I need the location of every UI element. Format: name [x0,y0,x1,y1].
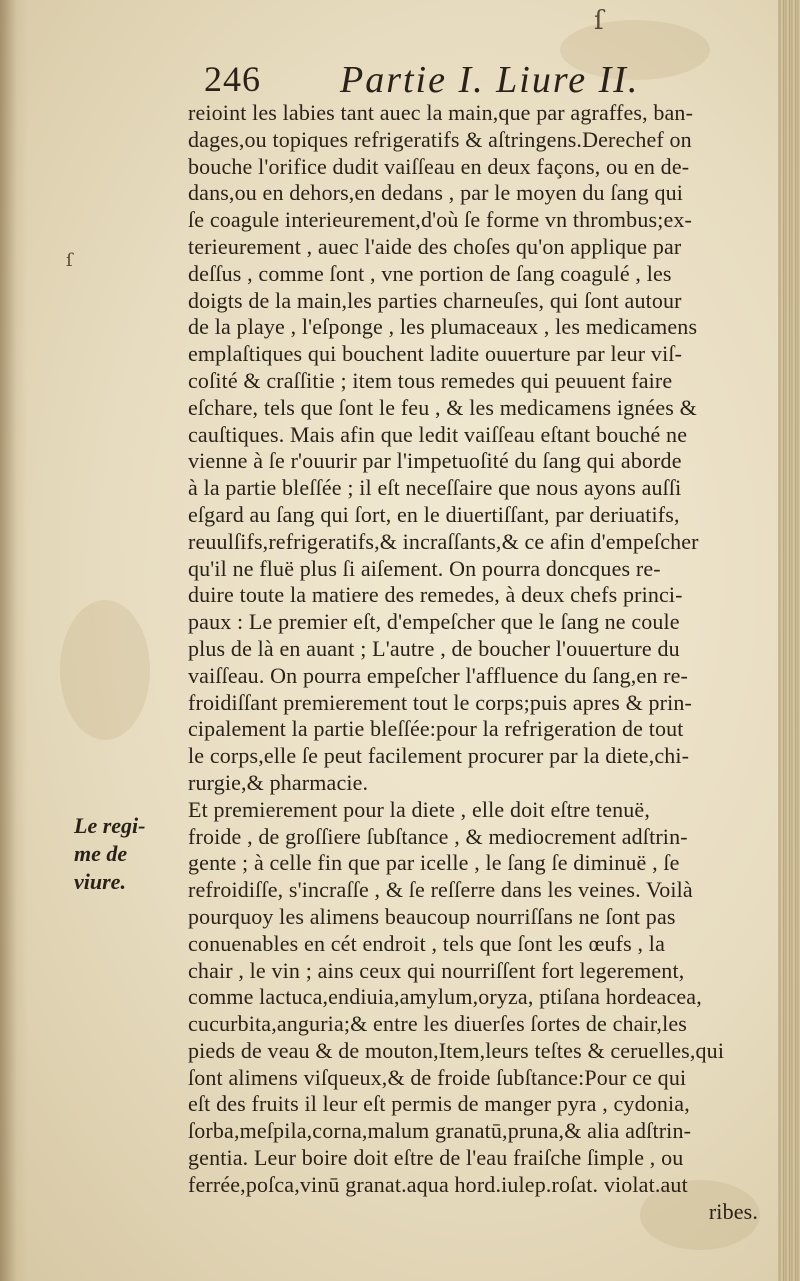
text-line: cucurbita,anguria;& entre les diuerſes ſortes de chair,les [188,1011,687,1037]
text-line: ferrée,poſca,vinū granat.aqua hord.iulep.roſat. violat.aut [188,1171,688,1197]
running-title: Partie I. Liure II. [340,59,640,101]
text-line: vaiſſeau. On pourra empeſcher l'affluence du ſang,en re- [188,662,689,688]
page-header [200,58,760,104]
paper-stain [60,600,150,740]
ink-mark: ſ [594,6,604,36]
text-line: cipalement la partie bleſſée:pour la refrigeration de tout [188,716,684,742]
text-line: reioint les labies tant auec la main,que par agraffes, ban- [188,100,694,125]
text-line: paux : Le premier eſt, d'empeſcher que le ſang ne coule [188,609,680,635]
text-line: chair , le vin ; ains ceux qui nourriſſent fort legerement, [188,957,685,983]
text-line: deſſus , comme ſont , vne portion de ſang coagulé , les [188,260,672,286]
text-line: ſont alimens viſqueux,& de froide ſubſtance:Pour ce qui [188,1064,687,1090]
text-line: reuulſifs,refrigeratifs,& incraſſants,& ce afin d'empeſcher [188,528,699,554]
text-line: à la partie bleſſée ; il eſt neceſſaire que nous ayons auſſi [188,475,682,501]
text-line: coſité & craſſitie ; item tous remedes qui peuuent faire [188,367,673,393]
margin-note [74,812,184,896]
text-line: plus de là en auant ; L'autre , de boucher l'ouuerture du [188,635,680,661]
text-line: cauſtiques. Mais afin que ledit vaiſſeau eſtant bouché ne [188,421,688,447]
text-line: froidiſſant premierement tout le corps;puis apres & prin- [188,689,693,715]
text-line-catchword: ribes. [708,1198,758,1224]
page-number: 246 [204,59,261,99]
text-line: doigts de la main,les parties charneuſes, qui ſont autour [188,287,682,313]
text-line: de la playe , l'eſponge , les plumaceaux , les medicamens [188,314,698,340]
text-line: eſgard au ſang qui ſort, en le diuertiſſant, par deriuatifs, [188,501,680,527]
text-line: emplaſtiques qui bouchent ladite ouuerture par leur viſ- [188,341,683,367]
margin-note-line: me de [74,841,128,866]
text-line: refroidiſſe, s'incraſſe , & ſe reſſerre dans les veines. Voilà [188,877,693,903]
text-line: pieds de veau & de mouton,Item,leurs teſtes & ceruelles,qui [188,1037,725,1063]
text-line: pourquoy les alimens beaucoup nourriſſans ne ſont pas [188,903,676,929]
text-line: dages,ou topiques refrigeratifs & aſtringens.Derechef on [188,126,692,152]
text-line: bouche l'orifice dudit vaiſſeau en deux façons, ou en de- [188,153,690,179]
body-text [188,100,770,1225]
text-line: eſchare, tels que ſont le feu , & les medicamens ignées & [188,394,697,420]
margin-note-line: viure. [74,869,126,894]
text-line: gentia. Leur boire doit eſtre de l'eau fraiſche ſimple , ou [188,1145,684,1171]
text-line: comme lactuca,endiuia,amylum,oryza, ptiſana hordeacea, [188,984,702,1010]
text-line: rurgie,& pharmacie. [188,769,369,795]
text-line: terieurement , auec l'aide des choſes qu'on applique par [188,233,682,259]
text-line: le corps,elle ſe peut facilement procurer par la diete,chi- [188,743,690,769]
text-line: gente ; à celle fin que par icelle , le ſang ſe diminuë , ſe [188,850,680,876]
text-line: eſt des fruits il leur eſt permis de manger pyra , cydonia, [188,1091,690,1117]
text-line: duire toute la matiere des remedes, à deux chefs princi- [188,582,683,608]
text-line: froide , de groſſiere ſubſtance , & mediocrement adſtrin- [188,823,688,849]
text-line: ſorba,meſpila,corna,malum granatū,pruna,& alia adſtrin- [188,1118,692,1144]
text-line: conuenables en cét endroit , tels que ſont les œufs , la [188,930,665,956]
margin-note-line: Le regi- [74,813,146,838]
page-fore-edge [778,0,800,1281]
text-line: qu'il ne fluë plus ſi aiſement. On pourra doncques re- [188,555,661,581]
ink-mark: ſ [66,250,73,271]
text-line: vienne à ſe r'ouurir par l'impetuoſité du ſang qui aborde [188,448,682,474]
binding-gutter [0,0,28,1281]
text-line: Et premierement pour la diete , elle doit eſtre tenuë, [188,796,650,822]
text-line: dans,ou en dehors,en dedans , par le moyen du ſang qui [188,180,684,206]
text-line: ſe coagule interieurement,d'où ſe forme vn thrombus;ex- [188,207,692,233]
